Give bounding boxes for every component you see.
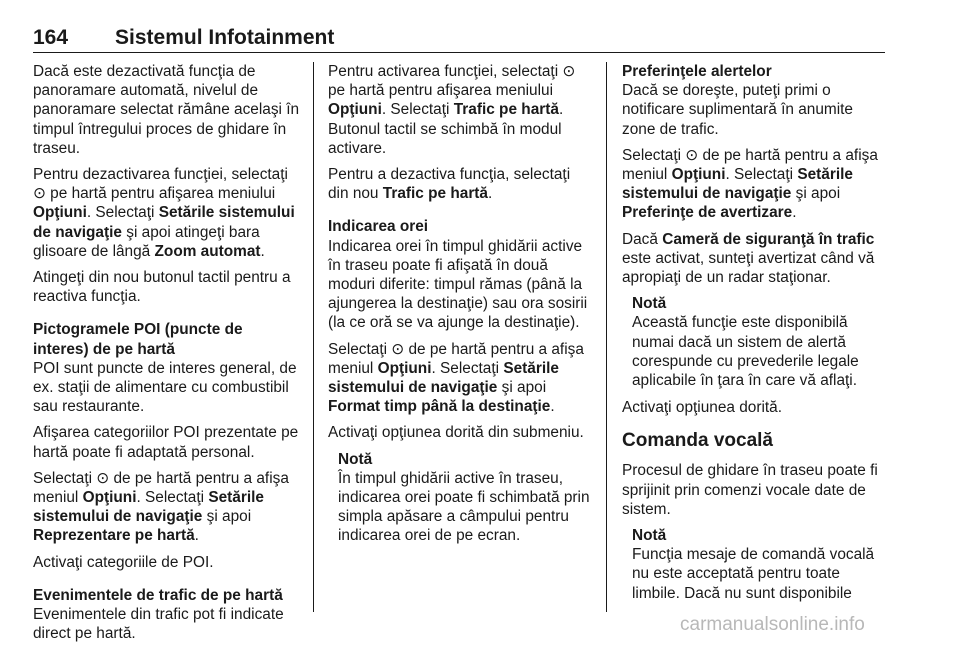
page-title: Sistemul Infotainment <box>115 26 335 49</box>
note-text: Funcţia mesaje de comandă vocală nu este acceptată pentru toate limbile. Dacă nu sunt disponibile <box>632 546 875 602</box>
paragraph: Activaţi opţiunea dorită. <box>622 399 782 417</box>
section-heading: Pictogramele POI (puncte de interes) de pe hartă <box>33 321 243 358</box>
paragraph: Dacă Cameră de siguranţă în trafic este activat, sunteţi avertizat când vă apropiaţi de un radar staţionar. <box>622 230 875 287</box>
paragraph: Dacă este dezactivată funcţia de panoramare automată, nivelul de panoramare selectat rămâne acelaşi în timpul întregului proces de ghidare în traseu. <box>33 63 300 157</box>
note-box <box>632 294 888 390</box>
column-divider <box>313 62 314 612</box>
section-title: Comanda vocală <box>622 430 773 452</box>
note-label: Notă <box>632 295 667 313</box>
section-heading: Indicarea orei <box>328 218 429 236</box>
section-heading: Preferinţele alertelor <box>622 63 772 80</box>
paragraph: POI sunt puncte de interes general, de ex. staţii de alimentare cu combustibil sau restaurante. <box>33 359 297 416</box>
note-label: Notă <box>338 450 373 468</box>
paragraph: Selectaţi ⊙ de pe hartă pentru a afişa meniul Opţiuni. Selectaţi Setările sistemului de navigaţie şi apoi Preferinţe de avertizare. <box>622 146 878 222</box>
paragraph: Selectaţi ⊙ de pe hartă pentru a afişa meniul Opţiuni. Selectaţi Setările sistemului de navigaţie şi apoi Format timp până la destinaţie. <box>328 340 584 416</box>
column-2 <box>328 62 594 554</box>
paragraph: Selectaţi ⊙ de pe hartă pentru a afişa meniul Opţiuni. Selectaţi Setările sistemului de navigaţie şi apoi Reprezentare pe hartă. <box>33 469 289 545</box>
paragraph: Afişarea categoriilor POI prezentate pe hartă poate fi adaptată personal. <box>33 424 299 461</box>
paragraph: Pentru activarea funcţiei, selectaţi ⊙ pe hartă pentru afişarea meniului Opţiuni. Selectaţi Trafic pe hartă. Butonul tactil se schimbă în modul activare. <box>328 63 576 157</box>
paragraph: Procesul de ghidare în traseu poate fi sprijinit prin comenzi vocale date de sistem. <box>622 462 878 518</box>
page-header <box>33 26 885 53</box>
column-3 <box>622 62 888 611</box>
column-divider <box>606 62 607 612</box>
note-text: Această funcţie este disponibilă numai dacă un sistem de alertă corespunde cu prevederile legale aplicabile în ţara în care vă aflaţi. <box>632 314 859 390</box>
column-1 <box>33 62 301 650</box>
paragraph: Dacă se doreşte, puteţi primi o notificare suplimentară în anumite zone de trafic. <box>622 82 853 138</box>
watermark: carmanualsonline.info <box>680 614 865 635</box>
paragraph: Indicarea orei în timpul ghidării active în traseu poate fi afişată în două moduri diferite: timpul rămas (până la ajungerea la destinaţie) sau ora sosirii (la ce oră se va ajunge la destinaţie). <box>328 237 588 332</box>
page-number: 164 <box>33 26 69 49</box>
paragraph: Activaţi categoriile de POI. <box>33 553 214 571</box>
note-label: Notă <box>632 527 667 545</box>
note-text: În timpul ghidării active în traseu, indicarea orei poate fi schimbată prin simpla apăsare a câmpului pentru indicarea orei de pe ecran. <box>338 469 590 545</box>
paragraph: Pentru dezactivarea funcţiei, selectaţi ⊙ pe hartă pentru afişarea meniului Opţiuni. Selectaţi Setările sistemului de navigaţie şi apoi atingeţi bara glisoare de lângă Zoom automat. <box>33 166 295 260</box>
section-heading: Evenimentele de trafic de pe hartă <box>33 586 283 604</box>
paragraph: Atingeţi din nou butonul tactil pentru a reactiva funcţia. <box>33 269 291 306</box>
paragraph: Pentru a dezactiva funcţia, selectaţi din nou Trafic pe hartă. <box>328 166 571 203</box>
note-box <box>338 450 594 546</box>
paragraph: Activaţi opţiunea dorită din submeniu. <box>328 424 584 442</box>
note-box <box>632 526 888 603</box>
paragraph: Evenimentele din trafic pot fi indicate direct pe hartă. <box>33 606 284 643</box>
